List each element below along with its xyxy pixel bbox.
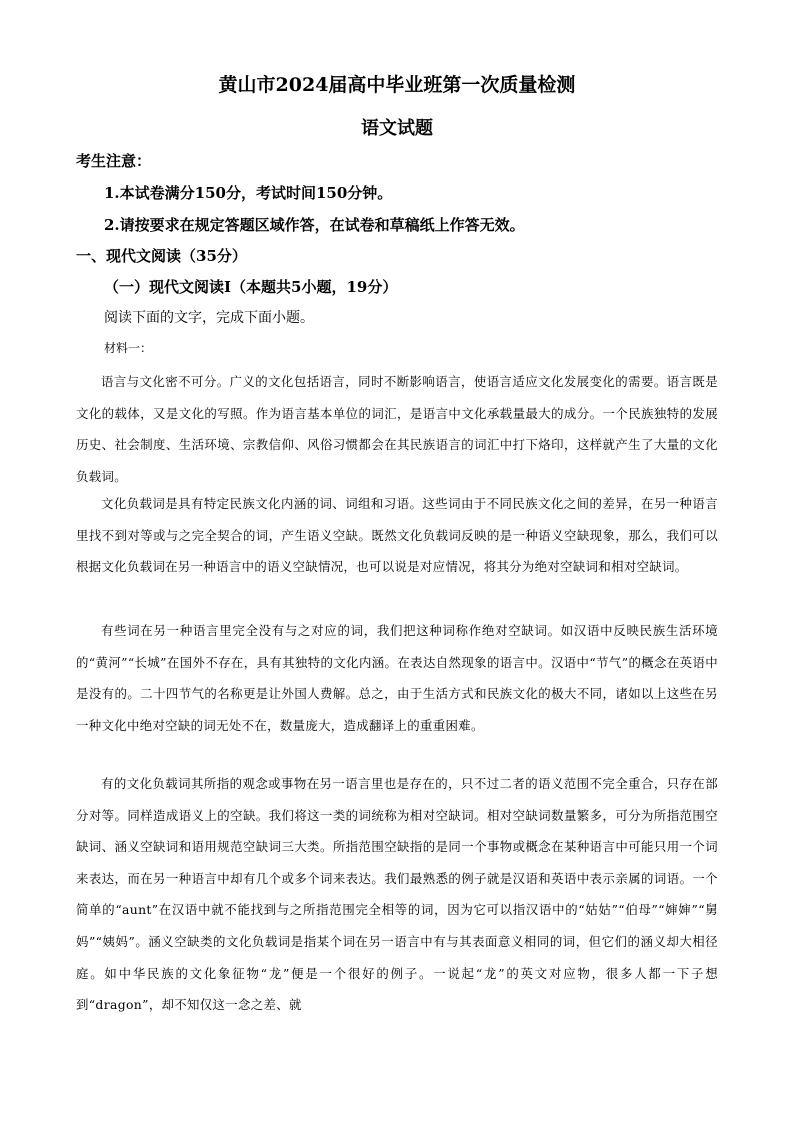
paragraph-3: 有些词在另一种语言里完全没有与之对应的词，我们把这种词称作绝对空缺词。如汉语中反映民族生活环境的“黄河”“长城”在国外不存在，具有其独特的文化内涵。在表达自然现象的语言中。汉语中“节气”的概念在英语中是没有的。二十四节气的名称更是让外国人费解。总之，由于生活方式和民族文化的极大不同，诸如以上这些在另一种文化中绝对空缺的词无处不在，数量庞大，造成翻译上的重重困难。 bbox=[76, 623, 718, 733]
material-label: 材料一： bbox=[104, 341, 153, 355]
notice-item-2: 2.请按要求在规定答题区域作答，在试卷和草稿纸上作答无效。 bbox=[104, 216, 525, 234]
notice-heading: 考生注意： bbox=[76, 152, 152, 170]
subsection-heading: （一）现代文阅读Ⅰ（本题共5小题，19分） bbox=[104, 278, 398, 296]
paragraph-2: 文化负载词是具有特定民族文化内涵的词、词组和习语。这些词由于不同民族文化之间的差异，在另一种语言里找不到对等或与之完全契合的词，产生语义空缺。既然文化负载词反映的是一种语义空缺现象，那么，我们可以根据文化负载词在另一种语言中的语义空缺情况，也可以说是对应情况，将其分为绝对空缺词和相对空缺词。 bbox=[76, 496, 718, 575]
reading-instruction: 阅读下面的文字，完成下面小题。 bbox=[104, 310, 314, 326]
paragraph-4: 有的文化负载词其所指的观念或事物在另一语言里也是存在的，只不过二者的语义范围不完全重合，只存在部分对等。同样造成语义上的空缺。我们将这一类的词统称为相对空缺词。相对空缺词数量繁多，可分为所指范围空缺词、涵义空缺词和语用规范空缺词三大类。所指范围空缺指的是同一个事物或概念在某种语言中可能只用一个词来表达，而在另一种语言中却有几个或多个词来表达。我们最熟悉的例子就是汉语和英语中表示亲属的词语。一个简单的“aunt”在汉语中就不能找到与之所指范围完全相等的词，因为它可以指汉语中的“姑姑”“伯母”“婶婶”“舅妈”“姨妈”。涵义空缺类的文化负载词是指某个词在另一语言中有与其表面意义相同的词，但它们的涵义却大相径庭。如中华民族的文化象征物“龙”便是一个很好的例子。一说起“龙”的英文对应物，很多人都一下子想到“dragon”，却不知仅这一念之差、就 bbox=[76, 776, 718, 1013]
subject-title: 语文试题 bbox=[361, 118, 433, 139]
paragraph-1: 语言与文化密不可分。广义的文化包括语言，同时不断影响语言，使语言适应文化发展变化的需要。语言既是文化的载体，又是文化的写照。作为语言基本单位的词汇，是语言中文化承载量最大的成分。一个民族独特的发展历史、社会制度、生活环境、宗教信仰、风俗习惯都会在其民族语言的词汇中打下烙印，这样就产生了大量的文化负载词。 bbox=[76, 374, 718, 484]
notice-item-1: 1.本试卷满分150分，考试时间150分钟。 bbox=[104, 184, 393, 202]
section-heading: 一、现代文阅读（35分） bbox=[76, 247, 247, 265]
exam-title: 黄山市2024届高中毕业班第一次质量检测 bbox=[218, 74, 576, 96]
